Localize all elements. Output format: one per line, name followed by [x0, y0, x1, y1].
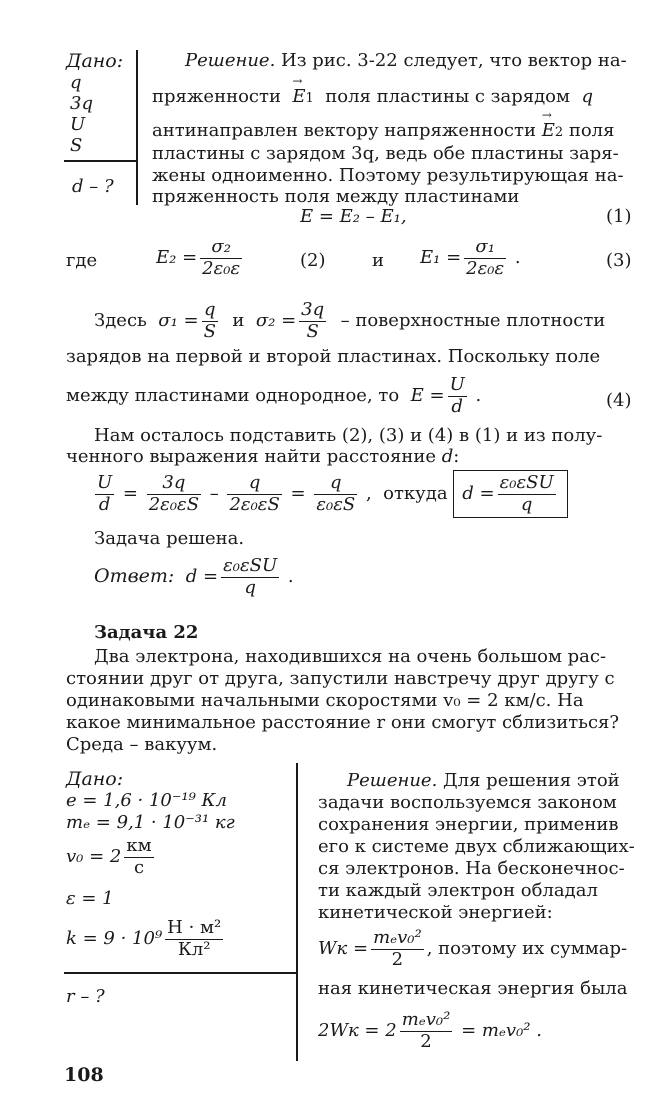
fraction-kinetic: $\frac{\text{mₑv₀²}}{2}$ — [373, 927, 422, 970]
given-2-permittivity: ε = 1 — [66, 888, 114, 909]
fraction-total: $\frac{\text{mₑv₀²}}{2}$ — [401, 1009, 451, 1052]
given-2-unknown: r – ? — [66, 986, 105, 1007]
final-derivation: $\frac{U}{d}$ = $\frac{3q}{\text{2ε₀εS}}$ – $\frac{q}{\text{2ε₀εS}}$ = $\frac{q}{\text{ε₀εS}}$ , откуда d = $\frac{\text{ε₀εSU}}{q}$ — [92, 470, 568, 518]
equation-2: E₂ = $\frac{\text{σ₂}}{\text{2ε₀ε}}$ — [156, 236, 241, 279]
fraction-e2: $\frac{\text{σ₂}}{\text{2ε₀ε}}$ — [202, 236, 241, 279]
solution-2-line-3: сохранения энергии, применив — [318, 814, 619, 835]
given-2-velocity: v₀ = 2 $\frac{км}{с}$ — [66, 835, 152, 878]
fraction-q-1: $\frac{q}{\text{ε₀εS}}$ — [316, 472, 356, 515]
solution-2-line-7: кинетической энергией: — [318, 902, 553, 923]
page-number: 108 — [64, 1064, 104, 1086]
given-item-3q: 3q — [70, 93, 93, 114]
answer-label: Ответ: — [94, 565, 175, 588]
solution-line-4: пластины с зарядом 3q, ведь обе пластины заря- — [152, 143, 619, 164]
solution-2-line-5: ся электронов. На бесконечнос- — [318, 858, 625, 879]
fraction-boxed: $\frac{\text{ε₀εSU}}{q}$ — [499, 472, 554, 515]
word-where: где — [66, 250, 98, 271]
fraction-sigma1: $\frac{q}{S}$ — [203, 299, 216, 342]
boxed-result: d = $\frac{\text{ε₀εSU}}{q}$ — [453, 470, 567, 518]
equation-1-number: (1) — [606, 206, 632, 227]
given-divider-horizontal — [64, 160, 137, 162]
solution-2-line-8: ная кинетическая энергия была — [318, 978, 628, 999]
substitute-line-1: Нам осталось подставить (2), (3) и (4) в (1) и из полу- — [94, 425, 603, 446]
equation-2-number: (2) — [300, 250, 326, 271]
solution-line-2: пряженности → E1 поля пластины с зарядом q — [152, 86, 593, 108]
fraction-nm2-kl2: $\frac{\text{Н · м²}}{\text{Кл²}}$ — [167, 917, 222, 960]
given-2-coulomb-constant: k = 9 · 10⁹ $\frac{\text{Н · м²}}{\text{Кл²}}$ — [66, 917, 222, 960]
problem-solved: Задача решена. — [94, 528, 245, 549]
fraction-q-2: $\frac{q}{\text{2ε₀εS}}$ — [229, 472, 280, 515]
sigma-line: Здесь σ₁ = $\frac{q}{S}$ и σ₂ = $\frac{3q}{S}$ – поверхностные плотности — [94, 299, 606, 342]
solution-line-3: антинаправлен вектору напряженности → E2 поля — [152, 120, 614, 142]
solution-2-label: Решение. — [347, 770, 438, 791]
equation-4-number: (4) — [606, 390, 632, 411]
problem-22-line-5: Среда – вакуум. — [66, 734, 218, 755]
given-2-divider-vertical — [296, 763, 298, 1061]
given-2-title: Дано: — [66, 768, 124, 790]
given-item-q: q — [70, 72, 82, 93]
uniform-line: между пластинами однородное, то E = $\frac{U}{d}$ . — [66, 374, 482, 417]
fraction-e: $\frac{U}{d}$ — [449, 374, 465, 417]
fraction-sigma2: $\frac{3q}{S}$ — [301, 299, 325, 342]
solution-label: Решение. — [185, 50, 276, 71]
given-unknown: d – ? — [72, 176, 114, 197]
given-title: Дано: — [66, 50, 124, 72]
solution-line-1: Решение. Из рис. 3-22 следует, что вектор на- — [185, 50, 627, 71]
given-2-electron-charge: e = 1,6 · 10⁻¹⁹ Кл — [66, 790, 227, 811]
given-2-divider-horizontal — [64, 972, 296, 974]
problem-22-title: Задача 22 — [94, 622, 199, 643]
fraction-km-s: $\frac{км}{с}$ — [126, 835, 152, 878]
problem-22-line-2: стоянии друг от друга, запустили навстречу друг другу с — [66, 668, 615, 689]
solution-2-line-1: Решение. Для решения этой — [347, 770, 620, 791]
answer: Ответ: d = $\frac{\text{ε₀εSU}}{q}$ . — [94, 555, 294, 598]
word-and: и — [372, 250, 384, 271]
solution-line-5: жены одноименно. Поэтому результирующая на- — [152, 165, 624, 186]
fraction-u-d: $\frac{U}{d}$ — [97, 472, 113, 515]
equation-3: E₁ = $\frac{\text{σ₁}}{\text{2ε₀ε}}$ . — [420, 236, 521, 279]
fraction-answer: $\frac{\text{ε₀εSU}}{q}$ — [223, 555, 278, 598]
solution-line-6: пряженность поля между пластинами — [152, 186, 520, 207]
kinetic-energy-line: Wк = $\frac{\text{mₑv₀²}}{2}$ , поэтому их суммар- — [318, 927, 628, 970]
given-item-u: U — [70, 114, 86, 135]
problem-22-line-4: какое минимальное расстояние r они смогут сблизиться? — [66, 712, 620, 733]
equation-3-number: (3) — [606, 250, 632, 271]
given-item-s: S — [70, 135, 83, 156]
total-energy-line: 2Wк = 2 $\frac{\text{mₑv₀²}}{2}$ = mₑv₀² . — [318, 1009, 542, 1052]
given-2-electron-mass: mₑ = 9,1 · 10⁻³¹ кг — [66, 812, 235, 833]
given-divider-vertical — [136, 50, 138, 205]
charges-line: зарядов на первой и второй пластинах. Поскольку поле — [66, 346, 601, 367]
substitute-line-2: ченного выражения найти расстояние d: — [66, 446, 460, 467]
solution-2-line-2: задачи воспользуемся законом — [318, 792, 617, 813]
solution-2-line-6: ти каждый электрон обладал — [318, 880, 598, 901]
solution-2-line-4: его к системе двух сближающих- — [318, 836, 635, 857]
problem-22-line-3: одинаковыми начальными скоростями v₀ = 2 км/с. На — [66, 690, 584, 711]
problem-22-line-1: Два электрона, находившихся на очень большом рас- — [94, 646, 607, 667]
fraction-e1: $\frac{\text{σ₁}}{\text{2ε₀ε}}$ — [466, 236, 505, 279]
equation-1: E = E₂ – E₁, — [300, 206, 407, 227]
fraction-3q: $\frac{3q}{\text{2ε₀εS}}$ — [148, 472, 200, 515]
